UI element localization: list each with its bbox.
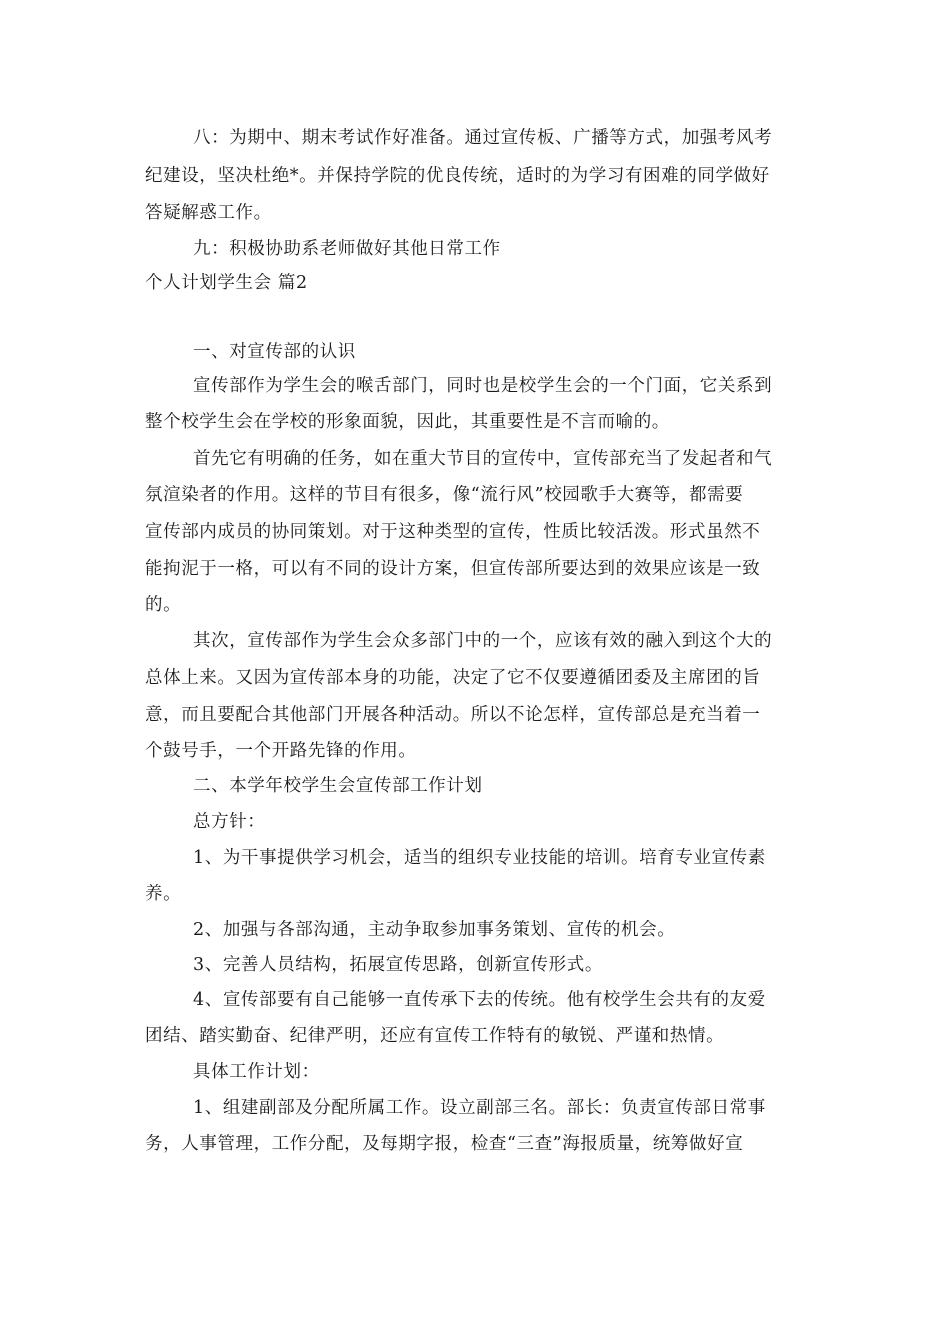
paragraph-line: 能拘泥于一格，可以有不同的设计方案，但宣传部所要达到的效果应该是一致	[145, 559, 761, 579]
paragraph-line: 具体工作计划：	[193, 1062, 320, 1082]
paragraph-line: 宣传部作为学生会的喉舌部门，同时也是校学生会的一个门面，它关系到	[193, 376, 773, 396]
list-item: 4、宣传部要有自己能够一直传承下去的传统。他有校学生会共有的友爱	[193, 990, 766, 1010]
paragraph-line: 个鼓号手，一个开路先锋的作用。	[145, 741, 417, 761]
paragraph-line: 总体上来。又因为宣传部本身的功能，决定了它不仅要遵循团委及主席团的旨	[145, 668, 761, 688]
paragraph-line: 总方针：	[193, 812, 266, 832]
paragraph-line: 答疑解惑工作。	[145, 203, 272, 223]
paragraph-line: 务，人事管理，工作分配，及每期字报，检查“三查”海报质量，统筹做好宣	[145, 1134, 744, 1154]
paragraph-line: 整个校学生会在学校的形象面貌，因此，其重要性是不言而喻的。	[145, 412, 670, 432]
subsection-heading: 二、本学年校学生会宣传部工作计划	[193, 776, 483, 796]
paragraph-line: 纪建设，坚决杜绝*。并保持学院的优良传统，适时的为学习有困难的同学做好	[145, 166, 770, 186]
list-item: 3、完善人员结构，拓展宣传思路，创新宣传形式。	[193, 955, 603, 975]
paragraph-line: 首先它有明确的任务，如在重大节目的宣传中，宣传部充当了发起者和气	[193, 449, 773, 469]
paragraph-line: 养。	[145, 884, 182, 904]
paragraph-line: 其次，宣传部作为学生会众多部门中的一个，应该有效的融入到这个大的	[193, 631, 773, 651]
list-item: 2、加强与各部沟通，主动争取参加事务策划、宣传的机会。	[193, 920, 676, 940]
subsection-heading: 一、对宣传部的认识	[193, 342, 356, 362]
list-item: 1、为干事提供学习机会，适当的组织专业技能的培训。培育专业宣传素	[193, 848, 766, 868]
paragraph-line: 团结、踏实勤奋、纪律严明，还应有宣传工作特有的敏锐、严谨和热情。	[145, 1026, 725, 1046]
paragraph-line: 宣传部内成员的协同策划。对于这种类型的宣传，性质比较活泼。形式虽然不	[145, 522, 761, 542]
paragraph-line: 八：为期中、期末考试作好准备。通过宣传板、广播等方式，加强考风考	[193, 128, 773, 148]
paragraph-line: 的。	[145, 595, 182, 615]
paragraph-line: 意，而且要配合其他部门开展各种活动。所以不论怎样，宣传部总是充当着一	[145, 705, 761, 725]
paragraph-line: 九：积极协助系老师做好其他日常工作	[193, 239, 501, 259]
paragraph-line: 氛渲染者的作用。这样的节目有很多，像“流行风”校园歌手大赛等，都需要	[145, 485, 744, 505]
section-heading: 个人计划学生会 篇2	[145, 273, 308, 293]
list-item: 1、组建副部及分配所属工作。设立副部三名。部长：负责宣传部日常事	[193, 1098, 766, 1118]
